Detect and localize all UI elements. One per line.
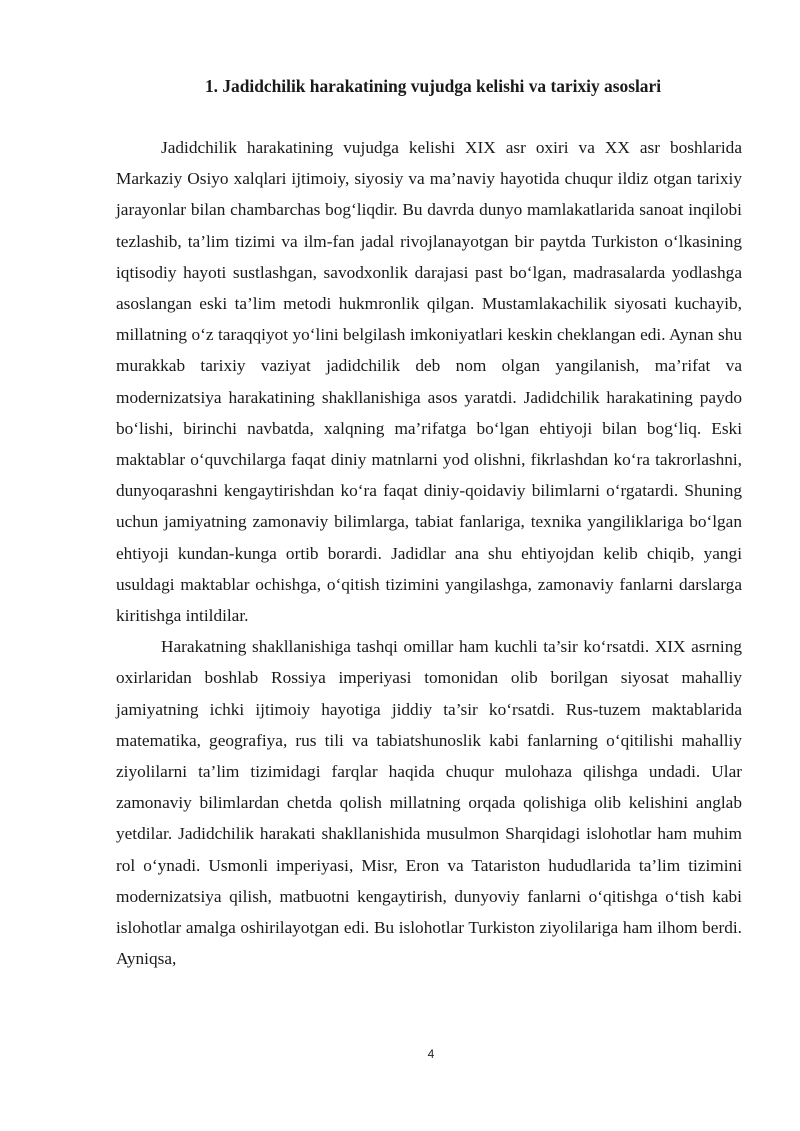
section-heading: 1. Jadidchilik harakatining vujudga kelishi va tarixiy asoslari bbox=[204, 76, 662, 96]
page-number: 4 bbox=[427, 1047, 435, 1061]
paragraph-1: Jadidchilik harakatining vujudga kelishi XIX asr oxiri va XX asr boshlarida Markaziy Osiyo xalqlari ijtimoiy, siyosiy va ma’naviy hayotida chuqur ildiz otgan tarixiy jarayonlar bilan chambarchas bog‘liqdir. Bu davrda dunyo mamlakatlarida sanoat inqilobi tezlashib, ta’lim tizimi va ilm-fan jadal rivojlanayotgan bir paytda Turkiston o‘lkasining iqtisodiy hayoti sustlashgan, savodxonlik darajasi past bo‘lgan, madrasalarda yodlashga asoslangan eski ta’lim metodi hukmronlik qilgan. Mustamlakachilik siyosati kuchayib, millatning o‘z taraqqiyot yo‘lini belgilash imkoniyatlari keskin cheklangan edi. Aynan shu murakkab tarixiy vaziyat jadidchilik deb nom olgan yangilanish, ma’rifat va modernizatsiya harakatining shakllanishiga asos yaratdi. Jadidchilik harakatining paydo bo‘lishi, birinchi navbatda, xalqning ma’rifatga bo‘lgan ehtiyoji bilan bog‘liq. Eski maktablar o‘quvchilarga faqat diniy matnlarni yod olishni, fikrlashdan ko‘ra takrorlashni, dunyoqarashni kengaytirishdan ko‘ra faqat diniy-qoidaviy bilimlarni o‘rgatardi. Shuning uchun jamiyatning zamonaviy bilimlarga, tabiat fanlariga, texnika yangiliklariga bo‘lgan ehtiyoji kundan-kunga ortib borardi. Jadidlar ana shu ehtiyojdan kelib chiqib, yangi usuldagi maktablar ochishga, o‘qitish tizimini yangilashga, zamonaviy fanlarni darslarga kiritishga intildilar. bbox=[116, 138, 742, 626]
paragraph-2: Harakatning shakllanishiga tashqi omillar ham kuchli ta’sir ko‘rsatdi. XIX asrning oxirlaridan boshlab Rossiya imperiyasi tomonidan olib borilgan siyosat mahalliy jamiyatning ichki ijtimoiy hayotiga jiddiy ta’sir ko‘rsatdi. Rus-tuzem maktablarida matematika, geografiya, rus tili va tabiatshunoslik kabi fanlarning o‘qitilishi mahalliy ziyolilarni ta’lim tizimidagi farqlar haqida chuqur mulohaza qilishga undadi. Ular zamonaviy bilimlardan chetda qolish millatning orqada qolishiga olib kelishini anglab yetdilar. Jadidchilik harakati shakllanishida musulmon Sharqidagi islohotlar ham muhim rol o‘ynadi. Usmonli imperiyasi, Misr, Eron va Tatariston hududlarida ta’lim tizimini modernizatsiya qilish, matbuotni kengaytirish, dunyoviy fanlarni o‘qitishga o‘tish kabi islohotlar amalga oshirilayotgan edi. Bu islohotlar Turkiston ziyolilariga ham ilhom berdi. Ayniqsa, bbox=[116, 637, 742, 969]
